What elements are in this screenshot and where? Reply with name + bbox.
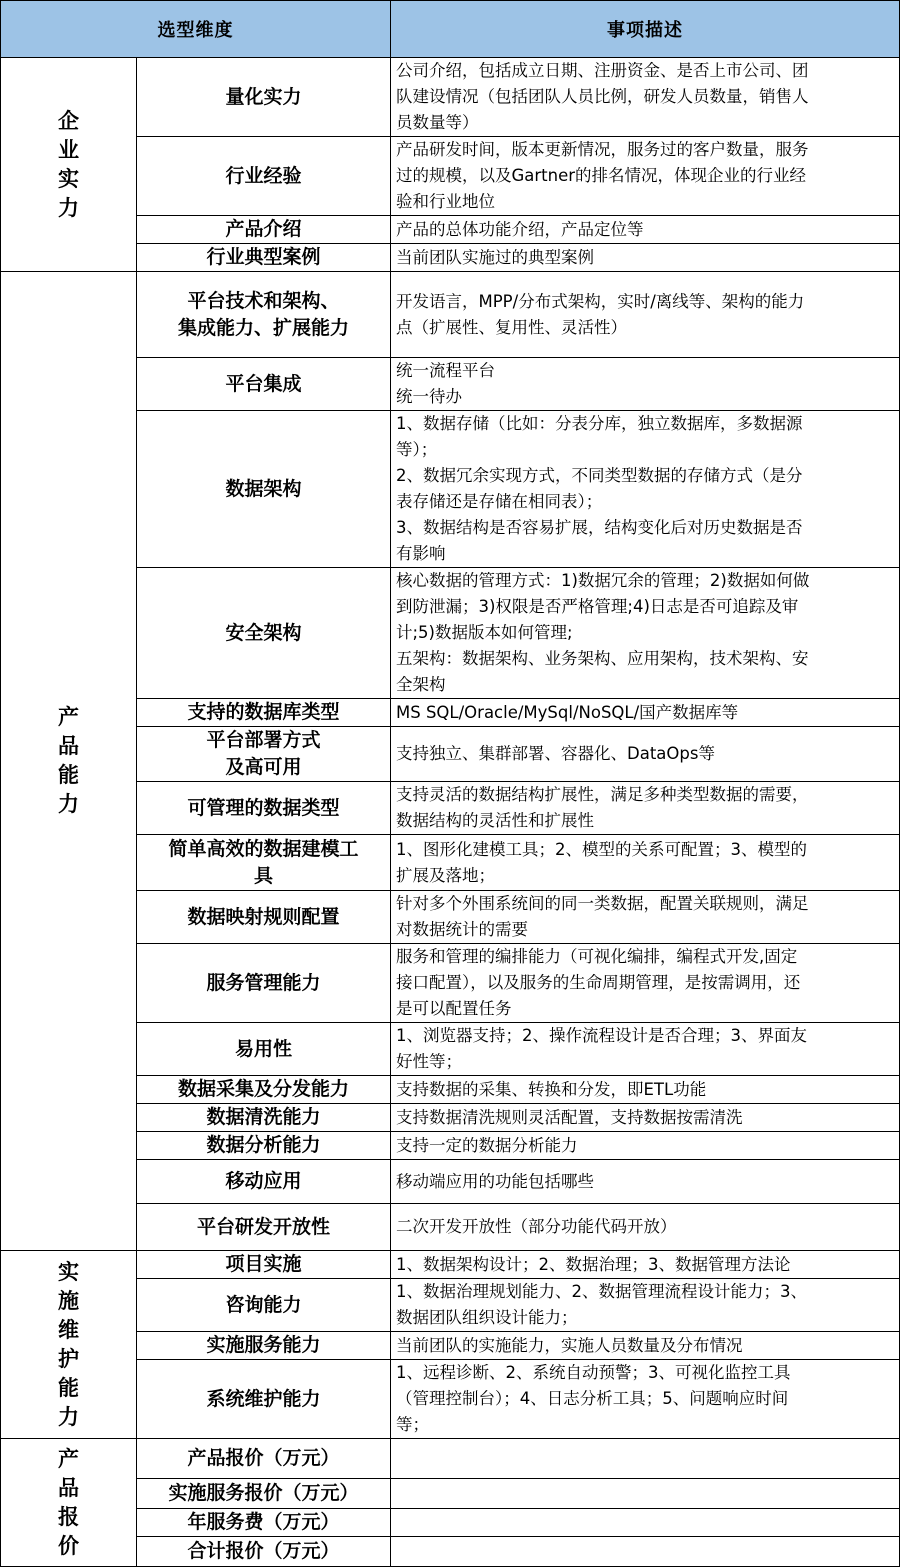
description-line: 支持独立、集群部署、容器化、DataOps等 <box>396 744 715 763</box>
description-line: 支持数据的采集、转换和分发，即ETL功能 <box>396 1079 707 1099</box>
category-char: 业 <box>58 137 79 162</box>
description-line: 核心数据的管理方式：1)数据冗余的管理；2)数据如何做 <box>396 571 810 590</box>
description-cell <box>391 1537 900 1567</box>
description-line: 接口配置），以及服务的生命周期管理，是按需调用，还 <box>396 973 801 992</box>
description-line: 支持一定的数据分析能力 <box>396 1135 578 1155</box>
description-line: 当前团队实施过的典型案例 <box>396 247 594 267</box>
description-line: 1、远程诊断、2、系统自动预警；3、可视化监控工具 <box>396 1363 791 1382</box>
dimension-label: 数据映射规则配置 <box>187 905 340 928</box>
dimension-label: 集成能力、扩展能力 <box>177 316 349 339</box>
category-cell <box>1 58 137 272</box>
description-line: 五架构：数据架构、业务架构、应用架构，技术架构、安 <box>396 649 809 668</box>
dimension-cell <box>137 1509 391 1537</box>
dimension-label: 支持的数据库类型 <box>187 701 340 723</box>
dimension-label: 安全架构 <box>225 621 302 644</box>
description-line: 对数据统计的需要 <box>396 920 528 939</box>
dimension-label: 年服务费（万元） <box>187 1511 340 1533</box>
dimension-label: 平台研发开放性 <box>196 1215 330 1238</box>
description-line: （管理控制台）；4、日志分析工具；5、问题响应时间 <box>396 1389 789 1408</box>
description-line: 1、数据存储（比如：分表分库，独立数据库，多数据源 <box>396 414 803 433</box>
description-line: 公司介绍，包括成立日期、注册资金、是否上市公司、团 <box>396 61 809 80</box>
category-char: 报 <box>58 1504 79 1529</box>
category-char: 企 <box>58 108 79 133</box>
description-line: 好性等； <box>396 1052 462 1071</box>
category-char: 施 <box>58 1288 79 1313</box>
dimension-label: 合计报价（万元） <box>187 1540 340 1562</box>
description-line: 验和行业地位 <box>396 192 495 211</box>
description-line: 1、图形化建模工具；2、模型的关系可配置；3、模型的 <box>396 839 807 859</box>
description-line: 1、数据架构设计；2、数据治理；3、数据管理方法论 <box>396 1254 791 1274</box>
dimension-label: 平台集成 <box>225 372 302 395</box>
description-line: 表存储还是存储在相同表）； <box>396 492 603 511</box>
dimension-cell <box>137 1023 391 1076</box>
description-cell <box>391 782 900 835</box>
dimension-label: 系统维护能力 <box>206 1387 321 1410</box>
dimension-label: 数据清洗能力 <box>206 1106 321 1128</box>
description-cell <box>391 1076 900 1104</box>
category-cell <box>1 1251 137 1439</box>
description-line: 计;5)数据版本如何管理; <box>396 623 573 642</box>
description-cell <box>391 944 900 1023</box>
dimension-cell <box>137 1104 391 1132</box>
dimension-label: 平台部署方式 <box>206 729 321 751</box>
dimension-label: 及高可用 <box>225 756 302 778</box>
description-line: 二次开发开放性（部分功能代码开放） <box>396 1217 677 1236</box>
description-line: 3、数据结构是否容易扩展，结构变化后对历史数据是否 <box>396 518 803 537</box>
dimension-cell <box>137 1204 391 1251</box>
category-char: 实 <box>58 1259 79 1284</box>
header-description: 事项描述 <box>391 1 900 58</box>
description-line: 当前团队的实施能力，实施人员数量及分布情况 <box>396 1335 743 1355</box>
description-line: 统一待办 <box>396 387 462 406</box>
description-line: 移动端应用的功能包括哪些 <box>396 1171 594 1191</box>
description-cell <box>391 1160 900 1204</box>
dimension-cell <box>137 727 391 782</box>
description-line: 1、数据治理规划能力、2、数据管理流程设计能力；3、 <box>396 1282 807 1301</box>
description-cell <box>391 1509 900 1537</box>
dimension-label: 具 <box>253 864 273 887</box>
table-row <box>1 1439 900 1479</box>
header-dimension: 选型维度 <box>1 1 391 58</box>
description-cell <box>391 1479 900 1509</box>
description-line: 过的规模，以及Gartner的排名情况，体现企业的行业经 <box>396 166 807 185</box>
description-cell <box>391 1332 900 1360</box>
description-cell <box>391 358 900 411</box>
dimension-label: 数据分析能力 <box>206 1134 321 1156</box>
description-line: 员数量等） <box>396 113 479 132</box>
description-line: 2、数据冗余实现方式，不同类型数据的存储方式（是分 <box>396 466 803 485</box>
description-line: 扩展及落地； <box>396 865 495 885</box>
dimension-label: 易用性 <box>234 1037 292 1060</box>
dimension-cell <box>137 411 391 568</box>
description-line: 点（扩展性、复用性、灵活性） <box>396 317 627 337</box>
dimension-label: 可管理的数据类型 <box>187 796 340 819</box>
description-line: 开发语言，MPP/分布式架构，实时/离线等、架构的能力 <box>396 291 805 311</box>
description-line: 产品研发时间，版本更新情况，服务过的客户数量，服务 <box>396 140 809 159</box>
category-char: 能 <box>58 1375 79 1400</box>
dimension-cell <box>137 1537 391 1567</box>
dimension-cell <box>137 272 391 358</box>
category-char: 价 <box>58 1533 79 1558</box>
description-cell <box>391 568 900 699</box>
dimension-cell <box>137 782 391 835</box>
description-line: 1、浏览器支持；2、操作流程设计是否合理；3、界面友 <box>396 1026 807 1045</box>
category-char: 力 <box>58 1404 79 1429</box>
dimension-cell <box>137 58 391 137</box>
dimension-label: 数据采集及分发能力 <box>177 1078 349 1100</box>
description-cell <box>391 272 900 358</box>
description-cell <box>391 1360 900 1439</box>
description-line: 统一流程平台 <box>396 361 495 380</box>
dimension-cell <box>137 216 391 244</box>
description-line: 等）； <box>396 440 438 459</box>
dimension-cell <box>137 891 391 944</box>
table-row <box>1 1251 900 1279</box>
dimension-cell <box>137 1132 391 1160</box>
description-cell <box>391 1023 900 1076</box>
description-cell <box>391 411 900 568</box>
description-cell <box>391 1132 900 1160</box>
category-char: 护 <box>58 1346 79 1371</box>
dimension-label: 实施服务能力 <box>206 1334 321 1356</box>
description-line: 针对多个外围系统间的同一类数据，配置关联规则，满足 <box>396 894 809 913</box>
dimension-label: 简单高效的数据建模工 <box>168 837 359 860</box>
description-line: 等； <box>396 1415 429 1434</box>
dimension-cell <box>137 835 391 891</box>
description-cell <box>391 137 900 216</box>
dimension-cell <box>137 1279 391 1332</box>
dimension-cell <box>137 137 391 216</box>
description-cell <box>391 1439 900 1479</box>
category-char: 实 <box>58 166 79 191</box>
dimension-label: 平台技术和架构、 <box>187 289 340 312</box>
description-cell <box>391 216 900 244</box>
description-cell <box>391 727 900 782</box>
category-char: 维 <box>58 1317 79 1342</box>
description-cell <box>391 58 900 137</box>
dimension-cell <box>137 699 391 727</box>
dimension-cell <box>137 1479 391 1509</box>
description-cell <box>391 699 900 727</box>
description-line: 服务和管理的编排能力（可视化编排，编程式开发,固定 <box>396 947 798 966</box>
category-char: 品 <box>58 1475 79 1500</box>
description-line: 到防泄漏；3)权限是否严格管理;4)日志是否可追踪及审 <box>396 597 799 616</box>
description-cell <box>391 891 900 944</box>
description-line: 数据结构的灵活性和扩展性 <box>396 811 594 830</box>
dimension-label: 行业经验 <box>225 164 302 187</box>
dimension-label: 服务管理能力 <box>206 971 321 994</box>
description-line: 队建设情况（包括团队人员比例，研发人员数量，销售人 <box>396 87 809 106</box>
dimension-label: 产品报价（万元） <box>187 1447 340 1469</box>
category-char: 产 <box>58 1446 79 1471</box>
dimension-cell <box>137 358 391 411</box>
description-line: 支持灵活的数据结构扩展性，满足多种类型数据的需要， <box>396 785 809 804</box>
category-char: 品 <box>58 734 79 758</box>
dimension-cell <box>137 944 391 1023</box>
category-cell <box>1 272 137 1251</box>
dimension-label: 行业典型案例 <box>206 246 321 268</box>
dimension-label: 移动应用 <box>225 1170 302 1192</box>
dimension-cell <box>137 1360 391 1439</box>
description-cell <box>391 1279 900 1332</box>
description-cell <box>391 1251 900 1279</box>
description-line: 产品的总体功能介绍，产品定位等 <box>396 219 644 239</box>
description-line: 是可以配置任务 <box>396 999 512 1018</box>
dimension-label: 咨询能力 <box>225 1293 302 1316</box>
category-cell <box>1 1439 137 1567</box>
description-cell <box>391 244 900 272</box>
table-body <box>1 58 900 1567</box>
description-cell <box>391 835 900 891</box>
dimension-label: 数据架构 <box>225 477 302 500</box>
dimension-label: 项目实施 <box>225 1253 302 1275</box>
table-row <box>1 272 900 358</box>
dimension-cell <box>137 1076 391 1104</box>
description-cell <box>391 1204 900 1251</box>
description-line: MS SQL/Oracle/MySql/NoSQL/国产数据库等 <box>396 702 739 722</box>
dimension-cell <box>137 1439 391 1479</box>
dimension-cell <box>137 568 391 699</box>
dimension-cell <box>137 1160 391 1204</box>
dimension-cell <box>137 244 391 272</box>
table-row <box>1 58 900 137</box>
description-line: 支持数据清洗规则灵活配置，支持数据按需清洗 <box>396 1107 743 1127</box>
dimension-cell <box>137 1332 391 1360</box>
category-char: 力 <box>58 792 79 816</box>
category-char: 力 <box>58 195 79 220</box>
table-header-row <box>1 1 900 58</box>
description-cell <box>391 1104 900 1132</box>
dimension-cell <box>137 1251 391 1279</box>
dimension-label: 产品介绍 <box>225 218 302 240</box>
description-line: 全架构 <box>396 675 446 694</box>
dimension-label: 实施服务报价（万元） <box>168 1482 359 1504</box>
description-line: 数据团队组织设计能力； <box>396 1308 578 1327</box>
category-char: 能 <box>58 763 79 787</box>
category-char: 产 <box>58 705 79 729</box>
dimension-label: 量化实力 <box>225 85 302 108</box>
description-line: 有影响 <box>396 544 446 563</box>
